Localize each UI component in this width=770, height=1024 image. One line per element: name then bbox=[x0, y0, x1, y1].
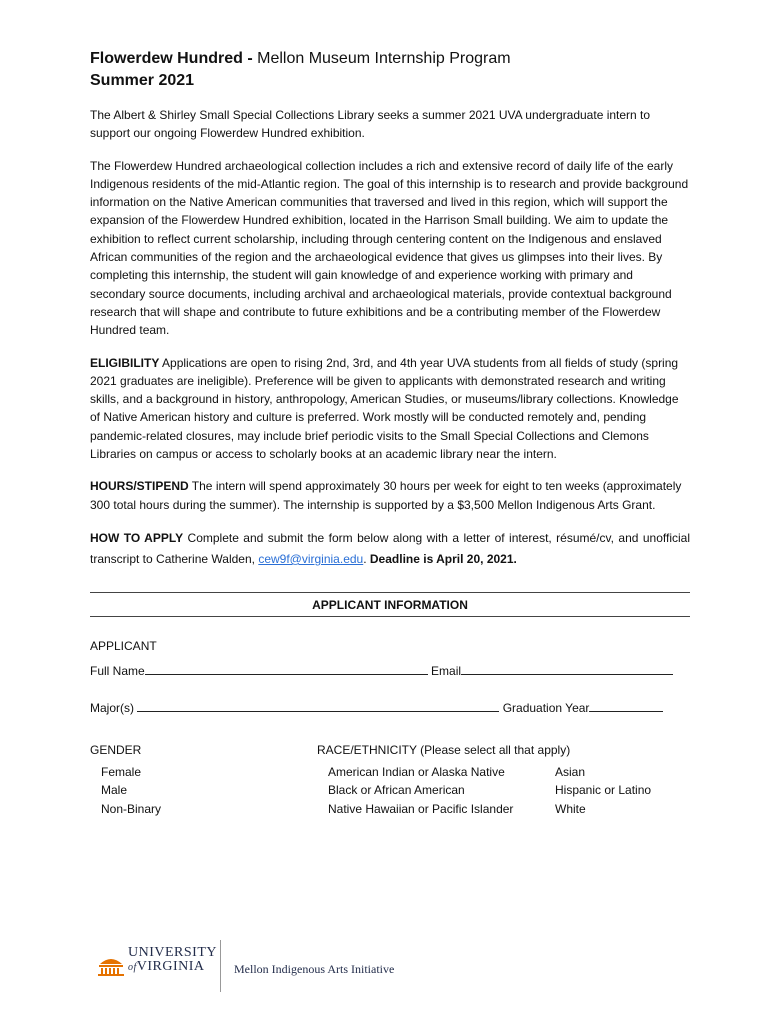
contact-email-link[interactable]: cew9f@virginia.edu bbox=[258, 551, 364, 566]
apply-label: HOW TO APPLY bbox=[90, 530, 184, 545]
eligibility-paragraph: ELIGIBILITY Applications are open to rising 2nd, 3rd, and 4th year UVA students from all fields of study (spring 2021 graduates are ineligible). Preference will be given to applicants with demonstrated research and writing skills, and a background in history, anthropology, American Studies, or museums/library collections. Knowledge of Native American history and culture is preferred. Work mostly will be conducted remotely and, pending pandemic-related closures, may include brief periodic visits to the Small Special Collections and Clemons Libraries on campus or access to scholarly books at an academic library near the intern. bbox=[90, 355, 679, 462]
major-field[interactable] bbox=[137, 700, 499, 712]
race-option-white[interactable]: White bbox=[555, 801, 586, 816]
race-option-asian[interactable]: Asian bbox=[555, 764, 586, 779]
major-label: Major(s) bbox=[90, 700, 134, 715]
full-name-label: Full Name bbox=[90, 663, 145, 678]
race-option-american-indian[interactable]: American Indian or Alaska Native bbox=[328, 764, 505, 779]
name-email-row bbox=[90, 663, 690, 678]
document-page bbox=[90, 48, 690, 833]
demographics-section bbox=[90, 743, 690, 833]
applicant-info-heading: APPLICANT INFORMATION bbox=[312, 597, 468, 612]
footer-divider bbox=[220, 940, 221, 992]
page-subtitle: Summer 2021 bbox=[90, 72, 195, 89]
full-name-field[interactable] bbox=[145, 663, 428, 675]
apply-paragraph: HOW TO APPLY Complete and submit the form below along with a letter of interest, résumé/cv, and unofficial transcript to Catherine Walden, cew9f@virginia.edu. Deadline is April 20, 2021. bbox=[90, 530, 690, 566]
race-option-black[interactable]: Black or African American bbox=[328, 783, 465, 798]
race-label: RACE/ETHNICITY (Please select all that apply) bbox=[317, 742, 571, 757]
initiative-name: Mellon Indigenous Arts Initiative bbox=[234, 962, 395, 976]
email-label: Email bbox=[431, 663, 462, 678]
gender-option-non-binary[interactable]: Non-Binary bbox=[101, 801, 162, 816]
intro-paragraph: The Albert & Shirley Small Special Collections Library seeks a summer 2021 UVA undergraduate intern to support our ongoing Flowerdew Hundred exhibition. bbox=[90, 108, 651, 141]
gender-option-male[interactable]: Male bbox=[101, 783, 128, 798]
hours-paragraph: HOURS/STIPEND The intern will spend approximately 30 hours per week for eight to ten weeks (approximately 300 total hours during the summer). The internship is supported by a $3,500 Mellon Indigenous Arts Grant. bbox=[90, 479, 682, 512]
rotunda-icon bbox=[98, 956, 124, 976]
page-title: Flowerdew Hundred - Mellon Museum Internship Program bbox=[90, 50, 511, 67]
deadline-text: Deadline is April 20, 2021. bbox=[369, 551, 517, 566]
gender-label: GENDER bbox=[90, 742, 142, 757]
section-rule-top bbox=[90, 592, 690, 593]
major-grad-row bbox=[90, 700, 690, 715]
uva-wordmark: UNIVERSITY ofVIRGINIA bbox=[128, 945, 217, 974]
footer-logos bbox=[98, 940, 398, 990]
section-rule-bottom bbox=[90, 616, 690, 617]
graduation-year-label: Graduation Year bbox=[502, 700, 590, 715]
email-field[interactable] bbox=[461, 663, 673, 675]
gender-column bbox=[90, 743, 161, 819]
description-paragraph: The Flowerdew Hundred archaeological collection includes a rich and extensive record of daily life of the early Indigenous residents of the mid-Atlantic region. The goal of this internship is to research and provide background information on the Native American communities that traversed and lived in this region, which will support the expansion of the Flowerdew Hundred exhibition, located in the Harrison Small building. We aim to update the exhibition to reflect current scholarship, including through centering content on the Indigenous and enslaved African communities of the region and the archaeological evidence that gives us glimpses into their lives. By completing this internship, the student will gain knowledge of and experience working with primary and secondary source documents, including archival and archaeological materials, provide contextual background research that will shape and contribute to future exhibitions and be a contributing member of the Flowerdew Hundred team. bbox=[90, 158, 689, 338]
race-column bbox=[317, 743, 708, 819]
eligibility-label: ELIGIBILITY bbox=[90, 355, 160, 370]
applicant-label: APPLICANT bbox=[90, 638, 157, 653]
hours-label: HOURS/STIPEND bbox=[90, 479, 189, 494]
graduation-year-field[interactable] bbox=[589, 700, 663, 712]
race-option-hispanic[interactable]: Hispanic or Latino bbox=[555, 783, 652, 798]
race-option-native-hawaiian[interactable]: Native Hawaiian or Pacific Islander bbox=[328, 801, 514, 816]
gender-option-female[interactable]: Female bbox=[101, 764, 142, 779]
